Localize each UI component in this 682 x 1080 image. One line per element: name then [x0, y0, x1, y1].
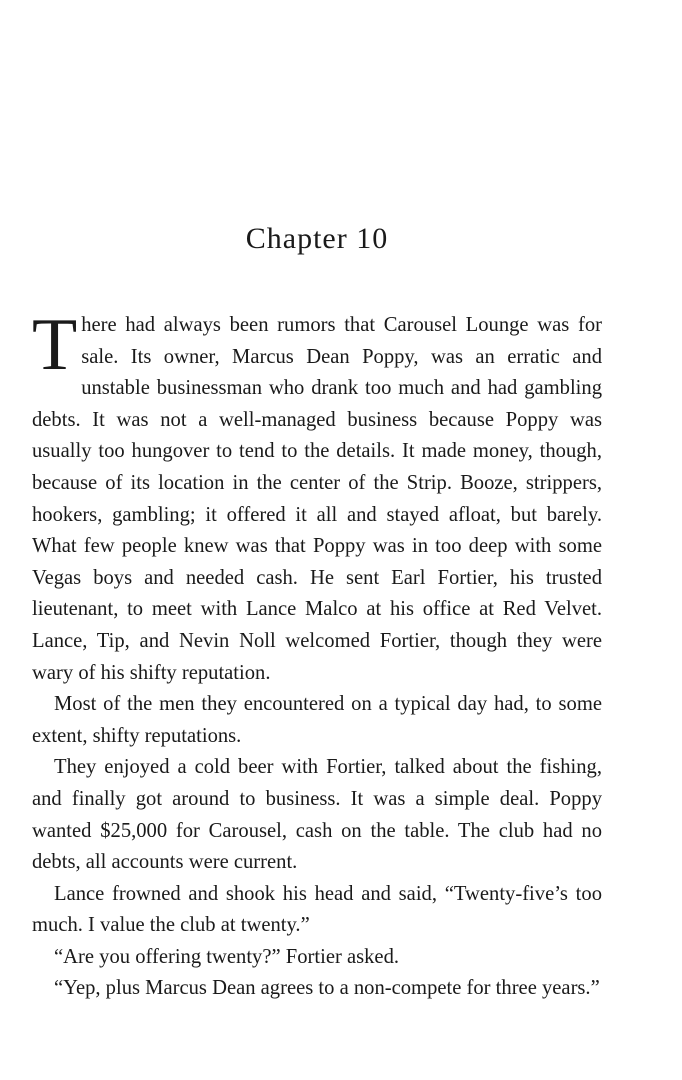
chapter-title: Chapter 10	[245, 222, 389, 255]
paragraph-1-text: here had always been rumors that Carousel Lounge was for sale. Its owner, Marcus Dean Poppy, was an erratic and unstable businessman who drank too much and had gambling debts. It was not a well-managed business because Poppy was usually too hungover to tend to the details. It made money, though, because of its location in the center of the Strip. Booze, strippers, hookers, gambling; it offered it all and stayed afloat, but barely. What few people knew was that Poppy was in too deep with some Vegas boys and needed cash. He sent Earl Fortier, his trusted lieutenant, to meet with Lance Malco at his office at Red Velvet. Lance, Tip, and Nevin Noll welcomed Fortier, though they were wary of his shifty reputation.	[32, 314, 602, 684]
paragraph-4: Lance frowned and shook his head and said, “Twenty-five’s too much. I value the club at twenty.”	[32, 882, 602, 937]
paragraph-2: Most of the men they encountered on a typical day had, to some extent, shifty reputations.	[32, 693, 602, 747]
paragraph-5: “Are you offering twenty?” Fortier asked.	[54, 945, 400, 968]
paragraph-3: They enjoyed a cold beer with Fortier, talked about the fishing, and finally got around to business. It was a simple deal. Poppy wanted $25,000 for Carousel, cash on the table. The club had no debts, all accounts were current.	[32, 756, 602, 874]
chapter-body	[32, 304, 602, 1005]
paragraph-1	[32, 304, 602, 689]
paragraph-6: “Yep, plus Marcus Dean agrees to a non-compete for three years.”	[54, 977, 600, 1000]
drop-cap: T	[32, 304, 78, 386]
